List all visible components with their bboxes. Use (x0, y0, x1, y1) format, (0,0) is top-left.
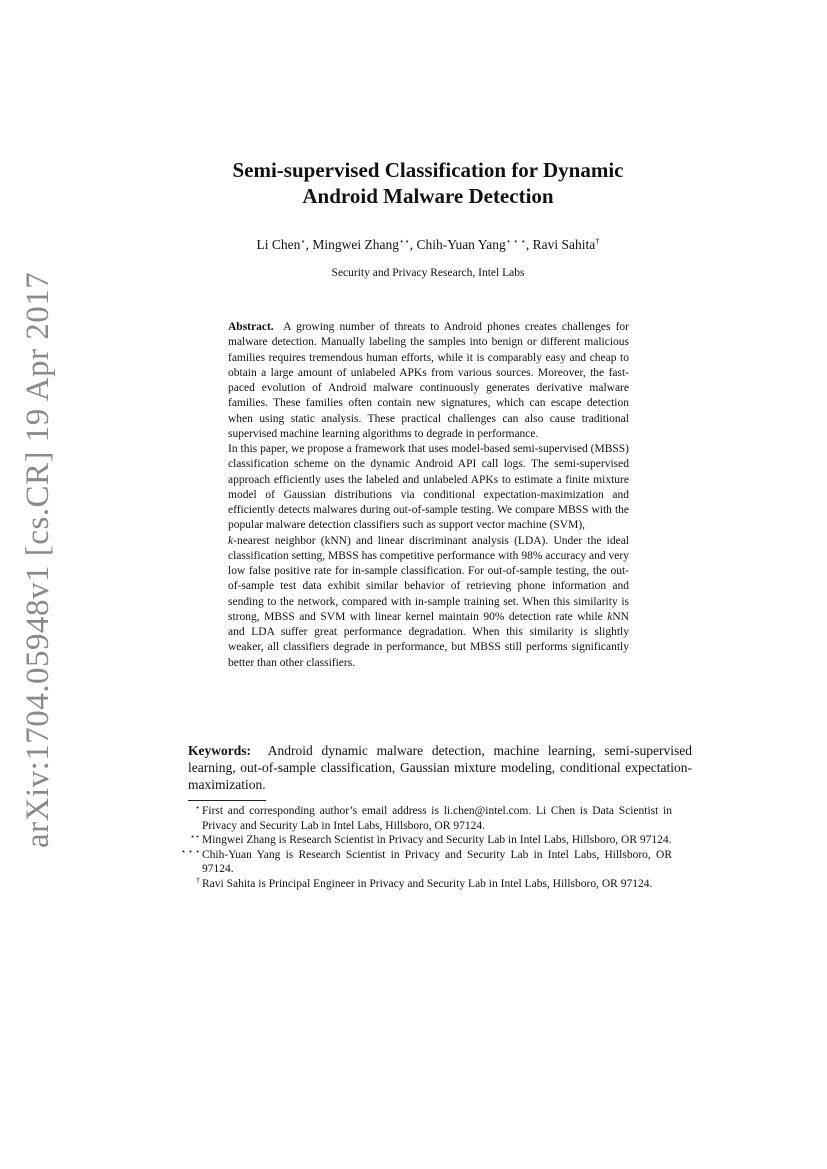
footnote-mark: ⋆ ⋆ ⋆ (180, 846, 200, 856)
footnote-text: Chih-Yuan Yang is Research Scientist in Privacy and Security Lab in Intel Labs, Hillsboro, OR 97124. (202, 848, 672, 876)
footnote (188, 877, 672, 892)
footnote-text: First and corresponding author’s email address is li.chen@intel.com. Li Chen is Data Scientist in Privacy and Security Lab in Intel Labs, Hillsboro, OR 97124. (202, 805, 672, 832)
abstract-paragraph-1 (228, 320, 629, 442)
arxiv-identifier: arXiv:1704.05948v1 [cs.CR] 19 Apr 2017 (20, 271, 56, 848)
title-line-2: Android Malware Detection (302, 184, 554, 208)
abstract-text-1: A growing number of threats to Android phones creates challenges for malware detection. Manually labeling the samples into benign or different malicious families requires tremendous human efforts, while it is comparably easy and cheap to obtain a large amount of unlabeled APKs from various sources. Moreover, the fast-paced evolution of Android malware continuously generates derivative malware families. These families often contain new signatures, which can escape detection when using static analysis. These practical challenges can also cause traditional supervised machine learning algorithms to degrade in performance. (228, 321, 629, 440)
affiliation: Security and Privacy Research, Intel Labs (331, 267, 525, 279)
italic-k: k (228, 534, 234, 547)
author-name: Ravi Sahita (532, 237, 596, 252)
author-name: Li Chen (256, 237, 301, 252)
author-separator: , (525, 237, 533, 252)
author-mark: ⋆⋆ (399, 236, 410, 246)
author-mark: ⋆ (300, 236, 306, 246)
author-mark: ⋆ ⋆ ⋆ (505, 236, 526, 246)
footnote-mark: † (196, 875, 200, 885)
footnote-text: Mingwei Zhang is Research Scientist in Privacy and Security Lab in Intel Labs, Hillsboro, OR 97124. (202, 834, 672, 847)
footnote-mark: ⋆⋆ (189, 832, 200, 842)
keywords-text: Android dynamic malware detection, machine learning, semi-supervised learning, out-of-sample classification, Gaussian mixture modeling, conditional expectation-maximization. (188, 743, 692, 792)
paper-title (140, 157, 716, 209)
abstract (228, 320, 629, 671)
author-list (140, 236, 716, 253)
footnote (180, 846, 672, 877)
author-separator: , (409, 237, 417, 252)
abstract-paragraph-2 (228, 442, 629, 671)
footnote (188, 833, 672, 848)
footnote-mark: ⋆ (194, 803, 200, 812)
keywords (188, 742, 692, 793)
keywords-label: Keywords: (188, 743, 251, 758)
author-name: Chih-Yuan Yang (416, 237, 506, 252)
abstract-label: Abstract. (228, 321, 274, 333)
abstract-text-2b: -nearest neighbor (kNN) and linear discriminant analysis (LDA). Under the ideal classification setting, MBSS has competitive performance with 98% accuracy and very low false positive rate for in-sample classification. For out-of-sample testing, the out-of-sample test data exhibit similar behavior of retrieving phone information and sending to the network, compared with in-sample training set. When this similarity is strong, MBSS and SVM with linear kernel maintain 90% detection rate while (228, 534, 629, 623)
italic-k: k (607, 610, 613, 623)
footnote-text: Ravi Sahita is Principal Engineer in Privacy and Security Lab in Intel Labs, Hillsboro, OR 97124. (202, 877, 653, 890)
author-mark: † (595, 236, 600, 246)
footnotes (180, 803, 672, 892)
author-separator: , (305, 237, 313, 252)
title-line-1: Semi-supervised Classification for Dynamic (232, 158, 624, 182)
abstract-text-2a: In this paper, we propose a framework that uses model-based semi-supervised (MBSS) classification scheme on the dynamic Android API call logs. The semi-supervised approach efficiently uses the labeled and unlabeled APKs to estimate a finite mixture model of Gaussian distributions via conditional expectation-maximization and efficiently detects malwares during out-of-sample testing. We compare MBSS with the popular malware detection classifiers such as support vector machine (SVM), (228, 443, 629, 532)
abstract-text-2c: NN and LDA suffer great performance degradation. When this similarity is slightly weaker, all classifiers degrade in performance, but MBSS still performs significantly better than other classifiers. (228, 610, 629, 669)
footnote (188, 804, 672, 833)
author-name: Mingwei Zhang (312, 237, 400, 252)
